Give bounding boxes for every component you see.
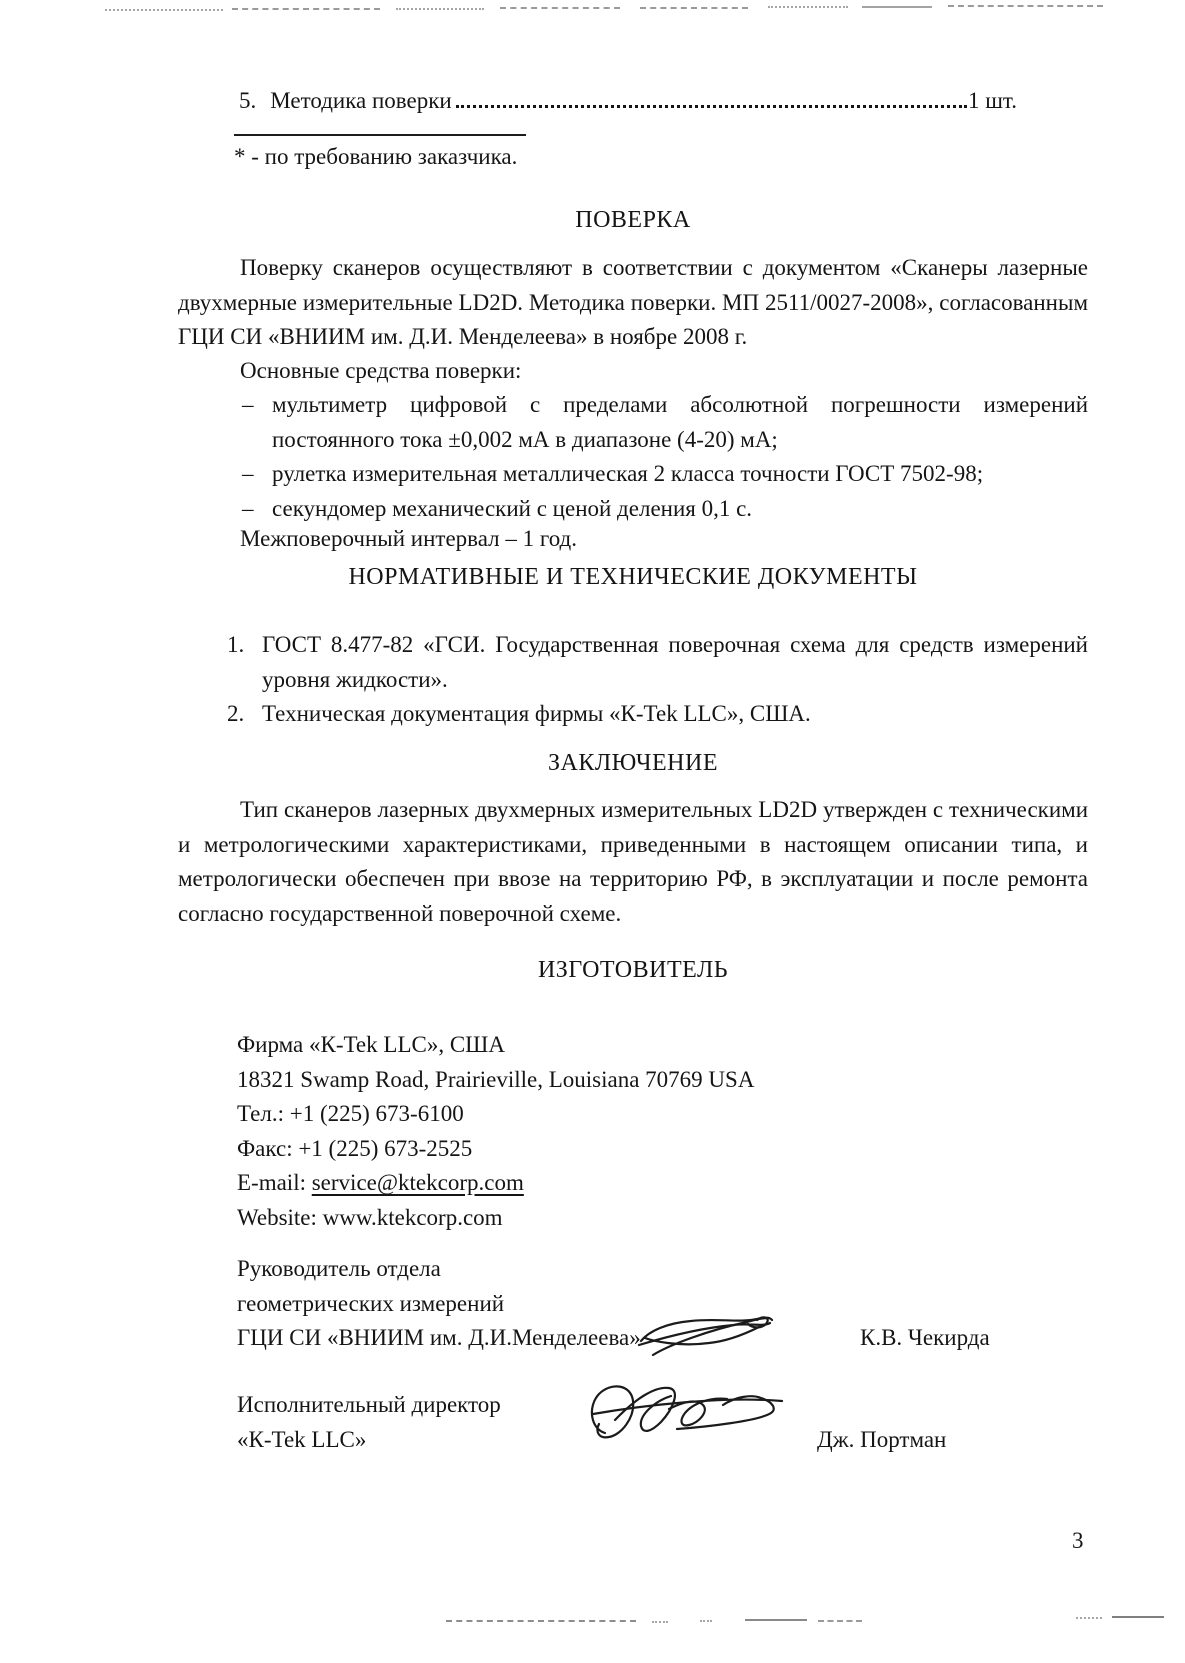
- signatory1-role-line1: Руководитель отдела: [237, 1256, 441, 1281]
- section-title-normative: НОРМАТИВНЫЕ И ТЕХНИЧЕСКИЕ ДОКУМЕНТЫ: [348, 564, 918, 590]
- signatory2-name: Дж. Портман: [817, 1426, 947, 1452]
- page-number: 3: [1072, 1528, 1084, 1553]
- footnote-rule: [234, 134, 526, 136]
- scan-artifact-segment: [446, 1620, 636, 1622]
- list-item-number: 5.: [239, 88, 257, 113]
- scan-artifact-segment: [700, 1620, 712, 1622]
- normative-item-text: Техническая документация фирмы «К-Tek LLC», США.: [262, 701, 811, 726]
- signatory1-sign-row: [237, 1321, 990, 1356]
- scan-artifact-segment: [745, 1619, 807, 1621]
- footnote-text: * - по требованию заказчика.: [234, 144, 518, 169]
- normative-list-item: [178, 628, 1088, 697]
- dash-marker: –: [242, 392, 254, 417]
- dot-leader: [456, 105, 967, 108]
- scan-artifact-segment: [1076, 1617, 1102, 1619]
- dash-marker: –: [242, 461, 254, 486]
- scan-artifact-segment: [500, 7, 620, 9]
- means-item-text: мультиметр цифровой с пределами абсолютной погрешности измерений постоянного тока ±0,002 мА в диапазоне (4-20) мА;: [272, 392, 1088, 452]
- item-number: 1.: [227, 632, 245, 657]
- signatory2-role-line1: Исполнительный директор: [237, 1392, 501, 1417]
- signatory1-name: К.В. Чекирда: [860, 1325, 990, 1350]
- manufacturer-address: 18321 Swamp Road, Prairieville, Louisiana 70769 USA: [237, 1066, 755, 1092]
- scan-artifact-segment: [768, 6, 848, 8]
- verification-interval: Межповерочный интервал – 1 год.: [240, 526, 578, 551]
- signature-chekirda-icon: [637, 1307, 777, 1363]
- scan-artifact-segment: [105, 9, 223, 11]
- poverka-means-intro: Основные средства поверки:: [240, 358, 522, 383]
- email-address: service@ktekcorp.com: [311, 1170, 524, 1195]
- signatory2-sign-row: [237, 1423, 947, 1458]
- section-title-poverka: ПОВЕРКА: [575, 207, 691, 233]
- means-list-item: [178, 388, 1088, 457]
- signatory2-role-line2: «К-Tek LLC»: [237, 1426, 367, 1452]
- scan-artifact-segment: [640, 7, 748, 9]
- manufacturer-phone: Тел.: +1 (225) 673-6100: [237, 1101, 464, 1126]
- normative-list-item: [178, 697, 1088, 732]
- scan-artifact-segment: [948, 5, 1103, 7]
- poverka-paragraph: Поверку сканеров осуществляют в соответствии с документом «Сканеры лазерные двухмерные измерительные LD2D. Методика поверки. МП 2511/0027-2008», согласованным ГЦИ СИ «ВНИИМ им. Д.И. Менделеева» в ноябре 2008 г.: [178, 255, 1088, 349]
- means-list-item: [178, 457, 1088, 492]
- manufacturer-block: [237, 1028, 754, 1235]
- signatory-block-1: [237, 1252, 990, 1356]
- scan-artifact-segment: [1112, 1616, 1164, 1618]
- conclusion-paragraph: Тип сканеров лазерных двухмерных измерительных LD2D утвержден с техническими и метрологическими характеристиками, приведенными в настоящем описании типа, и метрологически обеспечен при ввозе на территорию РФ, в эксплуатации и после ремонта согласно государственной поверочной схеме.: [178, 797, 1088, 926]
- signatory1-role-line3: ГЦИ СИ «ВНИИМ им. Д.И.Менделеева»: [237, 1325, 641, 1350]
- scan-artifact-segment: [396, 8, 484, 10]
- manufacturer-fax: Факс: +1 (225) 673-2525: [237, 1135, 473, 1161]
- manufacturer-email-line: [237, 1166, 754, 1201]
- item-number: 2.: [227, 701, 245, 726]
- means-list-item: [178, 492, 1088, 527]
- normative-item-text: ГОСТ 8.477-82 «ГСИ. Государственная поверочная схема для средств измерений уровня жидкости».: [262, 632, 1088, 692]
- poverka-means-list: [178, 388, 1088, 526]
- section-title-manufacturer: ИЗГОТОВИТЕЛЬ: [537, 957, 729, 983]
- signatory1-role-line2: геометрических измерений: [237, 1290, 505, 1316]
- scan-artifact-segment: [862, 6, 932, 8]
- scan-artifact-segment: [232, 8, 380, 10]
- manufacturer-website: Website: www.ktekcorp.com: [237, 1204, 503, 1230]
- means-item-text: секундомер механический с ценой деления 0,1 с.: [272, 495, 753, 521]
- means-item-text: рулетка измерительная металлическая 2 класса точности ГОСТ 7502-98;: [272, 461, 984, 486]
- scan-artifact-segment: [652, 1621, 668, 1623]
- section-title-conclusion: ЗАКЛЮЧЕНИЕ: [548, 750, 718, 776]
- list-item-qty: 1 шт.: [967, 88, 1017, 113]
- signature-portman-icon: [585, 1377, 785, 1443]
- delivery-list-item-5: [239, 84, 1017, 119]
- list-item-label: Методика поверки: [270, 88, 452, 113]
- scan-artifact-segment: [818, 1620, 862, 1622]
- normative-list: [178, 628, 1088, 732]
- signatory-block-2: [237, 1388, 947, 1457]
- manufacturer-company: Фирма «К-Tek LLC», США: [237, 1032, 505, 1057]
- email-label: E-mail:: [237, 1170, 312, 1195]
- dash-marker: –: [242, 495, 254, 521]
